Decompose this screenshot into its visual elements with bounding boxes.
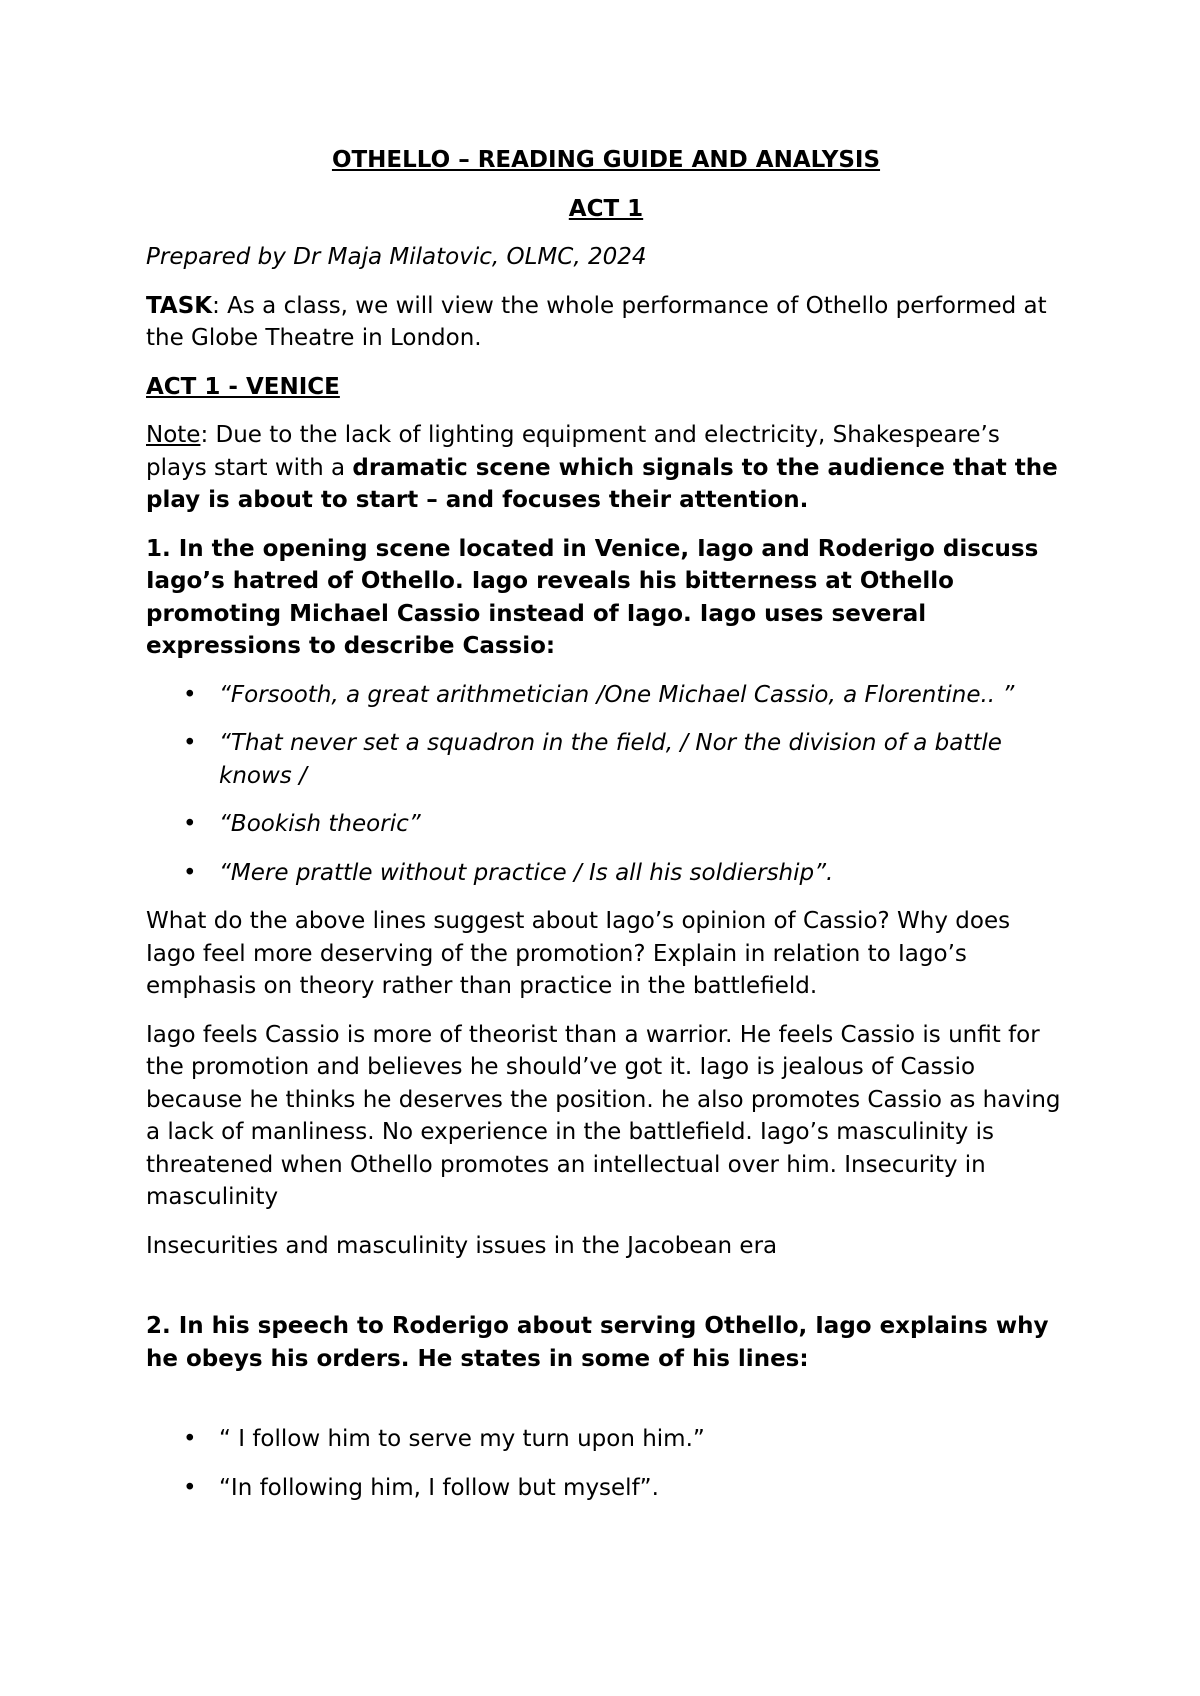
answer-1: Iago feels Cassio is more of theorist than a warrior. He feels Cassio is unfit for the promotion and believes he should’ve got it. Iago is jealous of Cassio because he thinks he deserves the position. he also promotes Cassio as having a lack of manliness. No experience in the battlefield. Iago’s masculinity is threatened when Othello promotes an intellectual over him. Insecurity in masculinity xyxy=(146,1021,1061,1210)
bullet-icon: • xyxy=(183,1426,197,1452)
question-1-prompt: What do the above lines suggest about Iago’s opinion of Cassio? Why does Iago feel more deserving of the promotion? Explain in relation to Iago’s emphasis on theory rather than practice in the battlefield. xyxy=(146,908,1011,999)
question-2-quotes xyxy=(146,1423,1066,1504)
quote-item xyxy=(146,1472,1066,1505)
quote-item xyxy=(146,679,1066,712)
bullet-icon: • xyxy=(183,681,197,708)
bullet-icon: • xyxy=(183,1474,197,1501)
quote-text: “Bookish theoric” xyxy=(219,811,421,837)
act-heading: ACT 1 xyxy=(568,195,644,222)
quote-text: “That never set a squadron in the field, / Nor the division of a battle knows / xyxy=(219,730,1002,789)
task-paragraph xyxy=(146,290,1066,355)
document-title: OTHELLO – READING GUIDE AND ANALYSIS xyxy=(331,147,881,173)
question-1-quotes xyxy=(146,679,1066,890)
quote-text: “In following him, I follow but myself”. xyxy=(219,1474,659,1501)
note-label: Note xyxy=(146,422,201,448)
note-paragraph xyxy=(146,419,1066,517)
quote-text: “ I follow him to serve my turn upon him.” xyxy=(219,1426,705,1452)
note-text: : Due to the lack of lighting equipment and electricity, Shakespeare’s plays start with a xyxy=(146,422,1000,481)
task-text: : As a class, we will view the whole performance of Othello performed at the Globe Theatre in London. xyxy=(146,292,1047,351)
quote-text: “Forsooth, a great arithmetician /One Michael Cassio, a Florentine.. ” xyxy=(219,681,1015,708)
bullet-icon: • xyxy=(183,730,197,756)
quote-item xyxy=(146,1423,1066,1456)
section-heading: ACT 1 - VENICE xyxy=(146,373,340,400)
bullet-icon: • xyxy=(183,811,197,837)
author-line: Prepared by Dr Maja Milatovic, OLMC, 2024 xyxy=(146,244,647,270)
question-1: 1. In the opening scene located in Venice, Iago and Roderigo discuss Iago’s hatred of Othello. Iago reveals his bitterness at Othello promoting Michael Cassio instead of Iago. Iago uses several expressions to describe Cassio: xyxy=(146,535,1039,659)
blank-line xyxy=(146,1278,1066,1310)
answer-1-note: Insecurities and masculinity issues in the Jacobean era xyxy=(146,1232,778,1259)
quote-item xyxy=(146,727,1066,792)
document-body xyxy=(146,144,1066,1520)
quote-item xyxy=(146,808,1066,841)
question-2: 2. In his speech to Roderigo about serving Othello, Iago explains why he obeys his orders. He states in some of his lines: xyxy=(146,1313,1049,1372)
quote-item xyxy=(146,857,1066,890)
bullet-icon: • xyxy=(183,859,197,886)
blank-line xyxy=(146,1391,1066,1423)
task-label: TASK xyxy=(146,292,213,319)
note-bold-text: dramatic scene which signals to the audience that the play is about to start – and focuses their attention. xyxy=(146,454,1058,513)
quote-text: “Mere prattle without practice / Is all his soldiership”. xyxy=(219,859,834,886)
